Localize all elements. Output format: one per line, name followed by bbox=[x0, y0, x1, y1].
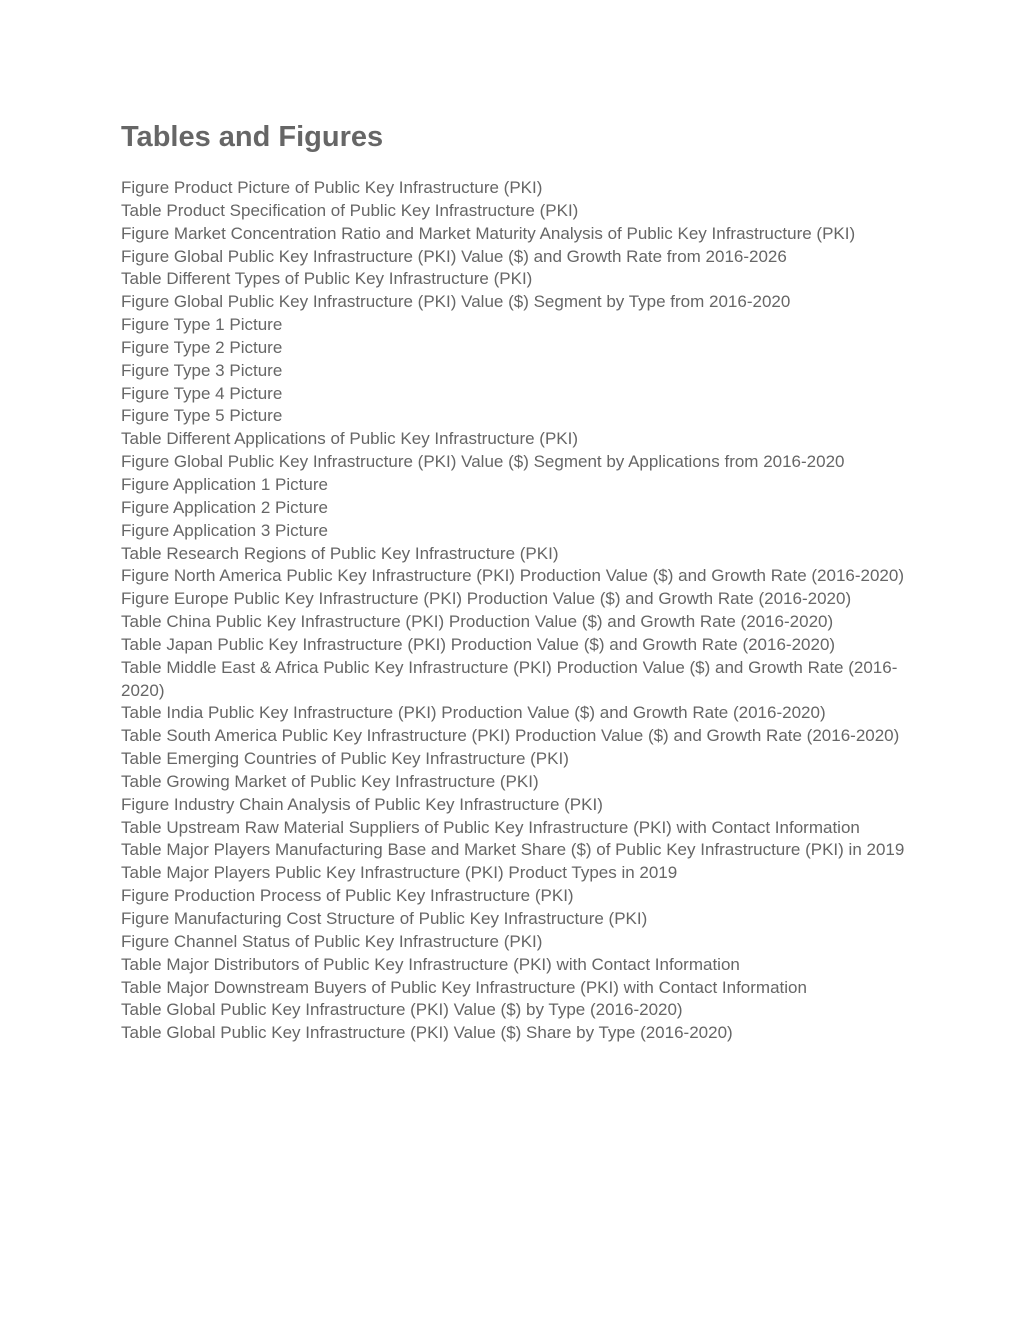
list-item: Table Major Downstream Buyers of Public Key Infrastructure (PKI) with Contact Information bbox=[121, 977, 807, 997]
list-item: Table Global Public Key Infrastructure (PKI) Value ($) Share by Type (2016-2020) bbox=[121, 1023, 733, 1043]
list-item: Table China Public Key Infrastructure (PKI) Production Value ($) and Growth Rate (2016-2020) bbox=[121, 612, 834, 632]
list-item: Table Product Specification of Public Key Infrastructure (PKI) bbox=[121, 200, 579, 220]
list-item: Table Global Public Key Infrastructure (PKI) Value ($) by Type (2016-2020) bbox=[121, 1000, 683, 1020]
list-item: Table Major Players Public Key Infrastructure (PKI) Product Types in 2019 bbox=[121, 863, 678, 883]
list-item: Figure North America Public Key Infrastructure (PKI) Production Value ($) and Growth Rate (2016-2020) bbox=[121, 566, 904, 586]
list-item: Figure Global Public Key Infrastructure (PKI) Value ($) Segment by Applications from 2016-2020 bbox=[121, 452, 845, 472]
list-item: Figure Type 4 Picture bbox=[121, 383, 283, 403]
list-item: Figure Production Process of Public Key Infrastructure (PKI) bbox=[121, 886, 574, 906]
page-title: Tables and Figures bbox=[121, 121, 384, 153]
list-item: Figure Application 2 Picture bbox=[121, 497, 328, 517]
list-item: Table Middle East & Africa Public Key Infrastructure (PKI) Production Value ($) and Growth Rate (2016-2020) bbox=[121, 657, 898, 700]
list-item: Table Japan Public Key Infrastructure (PKI) Production Value ($) and Growth Rate (2016-2020) bbox=[121, 634, 836, 654]
list-item: Figure Global Public Key Infrastructure (PKI) Value ($) Segment by Type from 2016-2020 bbox=[121, 292, 791, 312]
list-item: Figure Product Picture of Public Key Infrastructure (PKI) bbox=[121, 178, 543, 197]
list-item: Table Emerging Countries of Public Key Infrastructure (PKI) bbox=[121, 749, 569, 769]
list-item: Table Research Regions of Public Key Infrastructure (PKI) bbox=[121, 543, 559, 563]
list-item: Table Different Applications of Public Key Infrastructure (PKI) bbox=[121, 429, 579, 449]
list-item: Figure Channel Status of Public Key Infrastructure (PKI) bbox=[121, 931, 543, 951]
list-item: Table Major Distributors of Public Key Infrastructure (PKI) with Contact Information bbox=[121, 954, 740, 974]
list-item: Table Different Types of Public Key Infrastructure (PKI) bbox=[121, 269, 533, 289]
list-item: Figure Type 2 Picture bbox=[121, 337, 283, 357]
list-item: Figure Manufacturing Cost Structure of Public Key Infrastructure (PKI) bbox=[121, 909, 648, 928]
list-item: Figure Industry Chain Analysis of Public Key Infrastructure (PKI) bbox=[121, 794, 603, 814]
list-item: Figure Type 3 Picture bbox=[121, 360, 283, 380]
list-item: Figure Europe Public Key Infrastructure (PKI) Production Value ($) and Growth Rate (2016-2020) bbox=[121, 589, 852, 609]
list-item: Figure Type 1 Picture bbox=[121, 315, 283, 335]
list-item: Figure Type 5 Picture bbox=[121, 406, 283, 426]
list-item: Figure Application 1 Picture bbox=[121, 474, 328, 494]
list-item: Figure Global Public Key Infrastructure (PKI) Value ($) and Growth Rate from 2016-2026 bbox=[121, 246, 787, 266]
tables-and-figures-list bbox=[121, 177, 906, 1045]
list-item: Table South America Public Key Infrastructure (PKI) Production Value ($) and Growth Rate (2016-2020) bbox=[121, 726, 900, 746]
list-item: Table Growing Market of Public Key Infrastructure (PKI) bbox=[121, 771, 539, 791]
list-item: Table Upstream Raw Material Suppliers of Public Key Infrastructure (PKI) with Contact Information bbox=[121, 817, 860, 837]
list-item: Table India Public Key Infrastructure (PKI) Production Value ($) and Growth Rate (2016-2020) bbox=[121, 703, 826, 723]
list-item: Table Major Players Manufacturing Base and Market Share ($) of Public Key Infrastructure (PKI) in 2019 bbox=[121, 840, 905, 860]
list-item: Figure Application 3 Picture bbox=[121, 520, 328, 540]
list-item: Figure Market Concentration Ratio and Market Maturity Analysis of Public Key Infrastructure (PKI) bbox=[121, 223, 856, 243]
